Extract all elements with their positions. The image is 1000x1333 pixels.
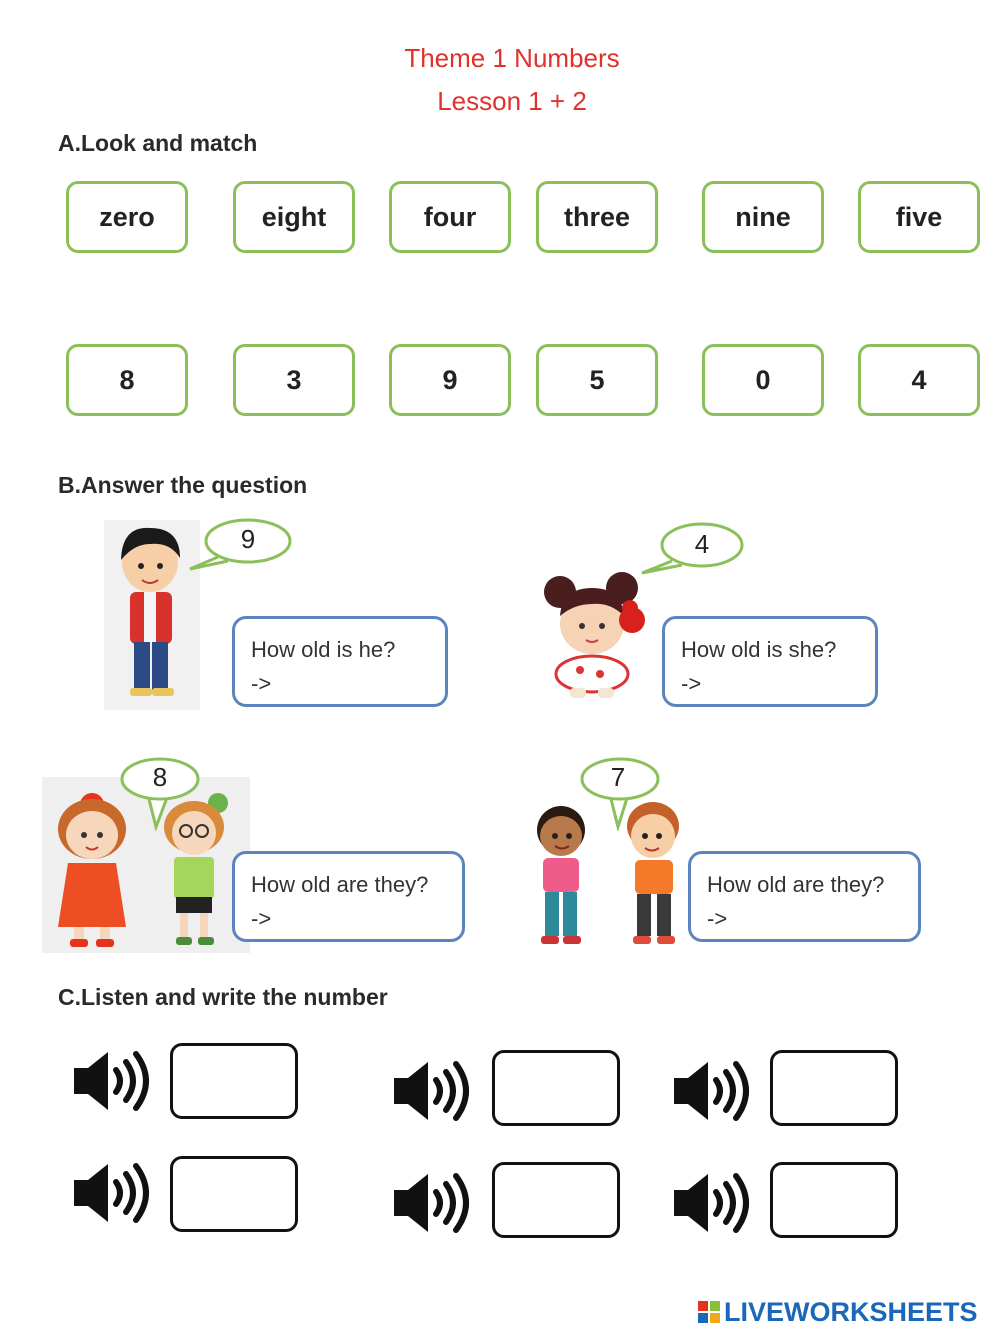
girl-illustration bbox=[540, 570, 655, 702]
number-box[interactable]: 4 bbox=[858, 344, 980, 416]
question-box[interactable] bbox=[232, 851, 465, 942]
logo-grid-icon bbox=[698, 1301, 720, 1323]
worksheet-title: Theme 1 Numbers bbox=[404, 43, 620, 73]
number-box[interactable]: 0 bbox=[702, 344, 824, 416]
boy-illustration bbox=[104, 520, 200, 710]
section-a-heading: A.Look and match bbox=[58, 130, 258, 156]
speaker-icon[interactable] bbox=[670, 1168, 754, 1238]
word-box[interactable]: five bbox=[858, 181, 980, 253]
speaker-icon[interactable] bbox=[70, 1046, 154, 1116]
question-box[interactable] bbox=[232, 616, 448, 707]
number-box[interactable]: 8 bbox=[66, 344, 188, 416]
word-box[interactable]: nine bbox=[702, 181, 824, 253]
liveworksheets-logo bbox=[698, 1296, 978, 1328]
answer-input[interactable] bbox=[492, 1162, 620, 1238]
age-bubble-label: 9 bbox=[240, 524, 256, 554]
speaker-icon[interactable] bbox=[70, 1158, 154, 1228]
answer-field[interactable]: -> bbox=[681, 671, 702, 696]
answer-input[interactable] bbox=[170, 1043, 298, 1119]
answer-input[interactable] bbox=[770, 1162, 898, 1238]
number-box[interactable]: 5 bbox=[536, 344, 658, 416]
answer-field[interactable]: -> bbox=[251, 906, 272, 931]
speaker-icon[interactable] bbox=[670, 1056, 754, 1126]
age-bubble-label: 4 bbox=[694, 529, 710, 559]
age-bubble-label: 7 bbox=[610, 762, 626, 792]
logo-text: LIVEWORKSHEETS bbox=[724, 1296, 978, 1327]
answer-input[interactable] bbox=[492, 1050, 620, 1126]
speaker-icon[interactable] bbox=[390, 1168, 474, 1238]
answer-field[interactable]: -> bbox=[707, 906, 728, 931]
section-b-heading: B.Answer the question bbox=[58, 472, 308, 498]
number-box[interactable]: 9 bbox=[389, 344, 511, 416]
word-box[interactable]: four bbox=[389, 181, 511, 253]
answer-input[interactable] bbox=[770, 1050, 898, 1126]
lesson-subtitle: Lesson 1 + 2 bbox=[437, 86, 587, 116]
word-box[interactable]: three bbox=[536, 181, 658, 253]
question-box[interactable] bbox=[662, 616, 878, 707]
answer-input[interactable] bbox=[170, 1156, 298, 1232]
answer-field[interactable]: -> bbox=[251, 671, 272, 696]
question-text: How old are they? bbox=[707, 872, 885, 897]
question-box[interactable] bbox=[688, 851, 921, 942]
word-box[interactable]: eight bbox=[233, 181, 355, 253]
question-text: How old is she? bbox=[681, 637, 837, 662]
number-box[interactable]: 3 bbox=[233, 344, 355, 416]
question-text: How old are they? bbox=[251, 872, 429, 897]
question-text: How old is he? bbox=[251, 637, 396, 662]
word-box[interactable]: zero bbox=[66, 181, 188, 253]
section-c-heading: C.Listen and write the number bbox=[58, 984, 388, 1010]
speaker-icon[interactable] bbox=[390, 1056, 474, 1126]
age-bubble-label: 8 bbox=[152, 762, 168, 792]
